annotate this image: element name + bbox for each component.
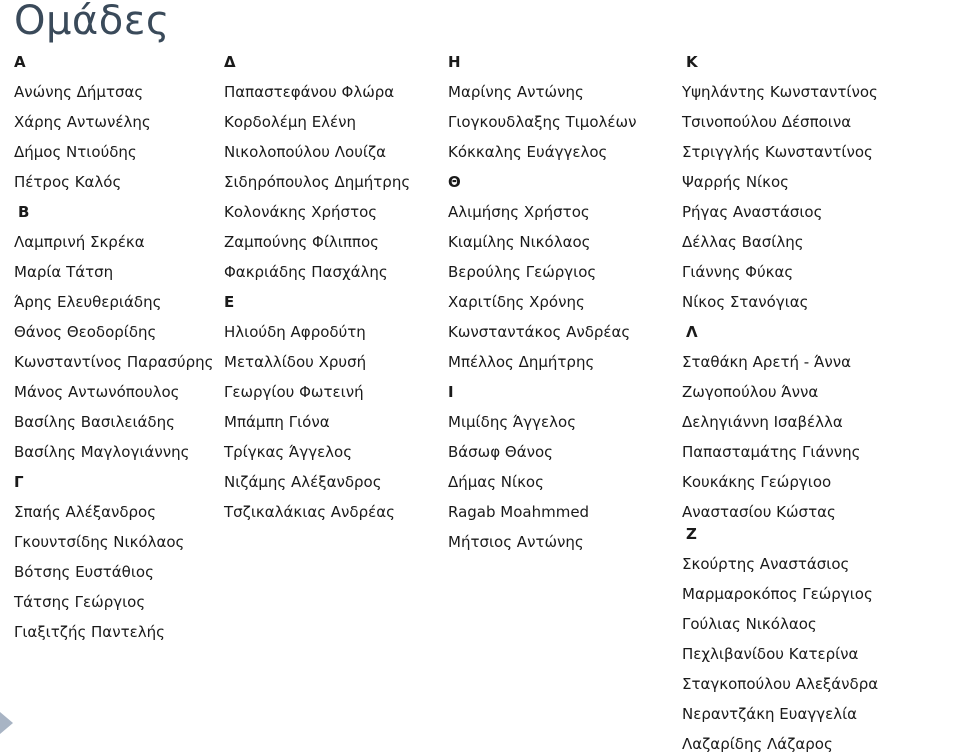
member-name: Γεωργίου Φωτεινή — [224, 383, 364, 401]
member-name: Γιάννης Φύκας — [682, 263, 794, 281]
member-name: Μπάμπη Γιόνα — [224, 413, 330, 431]
member-name: Κόκκαλης Ευάγγελος — [448, 143, 608, 161]
member-name: Νιζάμης Αλέξανδρος — [224, 473, 382, 491]
member-name: Ψαρρής Νίκος — [682, 173, 789, 191]
member-name: Μαρμαροκόπος Γεώργιος — [682, 585, 873, 603]
member-name: Δέλλας Βασίλης — [682, 233, 804, 251]
member-name: Μάνος Αντωνόπουλος — [14, 383, 180, 401]
member-name: Κιαμίλης Νικόλαος — [448, 233, 591, 251]
member-name: Ζαμπούνης Φίλιππος — [224, 233, 379, 251]
member-name: Χαριτίδης Χρόνης — [448, 293, 585, 311]
member-name: Ρήγας Αναστάσιος — [682, 203, 823, 221]
group-letter-heading: Η — [448, 53, 461, 71]
member-name: Ηλιούδη Αφροδύτη — [224, 323, 366, 341]
member-name: Άρης Ελευθεριάδης — [14, 293, 162, 311]
member-name: Μεταλλίδου Χρυσή — [224, 353, 367, 371]
member-name: Λαμπρινή Σκρέκα — [14, 233, 145, 251]
member-name: Μήτσιος Αντώνης — [448, 533, 584, 551]
triangle-icon — [0, 712, 13, 734]
member-name: Νικολοπούλου Λουίζα — [224, 143, 386, 161]
member-name: Τσζικαλάκιας Ανδρέας — [224, 503, 395, 521]
member-name: Σπαής Αλέξανδρος — [14, 503, 157, 521]
member-name: Γιαξιτζής Παντελής — [14, 623, 165, 641]
member-name: Αναστασίου Κώστας — [682, 503, 836, 521]
group-letter-heading: Ε — [224, 293, 235, 311]
group-letter-heading: Κ — [686, 53, 698, 71]
member-name: Κωνσταντίνος Παρασύρης — [14, 353, 214, 371]
group-letter-heading: Θ — [448, 173, 461, 191]
group-letter-heading: Γ — [14, 473, 24, 491]
member-name: Βασίλης Βασιλειάδης — [14, 413, 175, 431]
member-name: Τρίγκας Άγγελος — [224, 443, 353, 461]
member-name: Κολονάκης Χρήστος — [224, 203, 378, 221]
group-letter-heading: Δ — [224, 53, 236, 71]
member-name: Μπέλλος Δημήτρης — [448, 353, 595, 371]
page-title: Ομάδες — [14, 0, 170, 44]
member-name: Τάτσης Γεώργιος — [14, 593, 146, 611]
member-name: Κορδολέμη Ελένη — [224, 113, 357, 131]
member-name: Γούλιας Νικόλαος — [682, 615, 817, 633]
member-name: Γιογκουδλαξης Τιμολέων — [448, 113, 637, 131]
member-name: Στριγγλής Κωνσταντίνος — [682, 143, 873, 161]
member-name: Βερούλης Γεώργιος — [448, 263, 597, 281]
group-letter-heading: Ι — [448, 383, 454, 401]
member-name: Δήμας Νίκος — [448, 473, 544, 491]
member-name: Υψηλάντης Κωνσταντίνος — [682, 83, 878, 101]
member-name: Βασίλης Μαγλογιάννης — [14, 443, 190, 461]
group-letter-heading: Β — [18, 203, 30, 221]
member-name: Σταθάκη Αρετή - Άννα — [682, 353, 851, 371]
member-name: Βότσης Ευστάθιος — [14, 563, 154, 581]
member-name: Δήμος Ντιούδης — [14, 143, 137, 161]
member-name: Παπασταμάτης Γιάννης — [682, 443, 861, 461]
member-name: Γκουντσίδης Νικόλαος — [14, 533, 185, 551]
member-name: Μαρία Τάτση — [14, 263, 114, 281]
member-name: Πεχλιβανίδου Κατερίνα — [682, 645, 859, 663]
member-name: Νεραντζάκη Ευαγγελία — [682, 705, 858, 723]
member-name: Φακριάδης Πασχάλης — [224, 263, 388, 281]
member-name: Νίκος Στανόγιας — [682, 293, 809, 311]
member-name: Βάσωφ Θάνος — [448, 443, 553, 461]
member-name: Δεληγιάννη Ισαβέλλα — [682, 413, 843, 431]
member-name: Χάρης Αντωνέλης — [14, 113, 151, 131]
member-name: Μιμίδης Άγγελος — [448, 413, 576, 431]
member-name: Σταγκοπούλου Αλεξάνδρα — [682, 675, 879, 693]
member-name: Κουκάκης Γεώργιοο — [682, 473, 832, 491]
member-name: Λαζαρίδης Λάζαρος — [682, 735, 833, 753]
member-name: Σιδηρόπουλος Δημήτρης — [224, 173, 411, 191]
member-name: Πέτρος Καλός — [14, 173, 122, 191]
group-letter-heading: Α — [14, 53, 26, 71]
member-name: Μαρίνης Αντώνης — [448, 83, 584, 101]
member-name: Θάνος Θεοδορίδης — [14, 323, 157, 341]
member-name: Κωνσταντάκος Ανδρέας — [448, 323, 631, 341]
member-name: Ragab Moahmmed — [448, 503, 590, 521]
group-letter-heading: Ζ — [686, 525, 697, 543]
member-name: Τσινοπούλου Δέσποινα — [682, 113, 852, 131]
group-letter-heading: Λ — [686, 323, 698, 341]
member-name: Ανώνης Δήμτσας — [14, 83, 144, 101]
member-name: Αλιμήσης Χρήστος — [448, 203, 590, 221]
member-name: Παπαστεφάνου Φλώρα — [224, 83, 395, 101]
member-name: Ζωγοπούλου Άννα — [682, 383, 819, 401]
member-name: Σκούρτης Αναστάσιος — [682, 555, 850, 573]
